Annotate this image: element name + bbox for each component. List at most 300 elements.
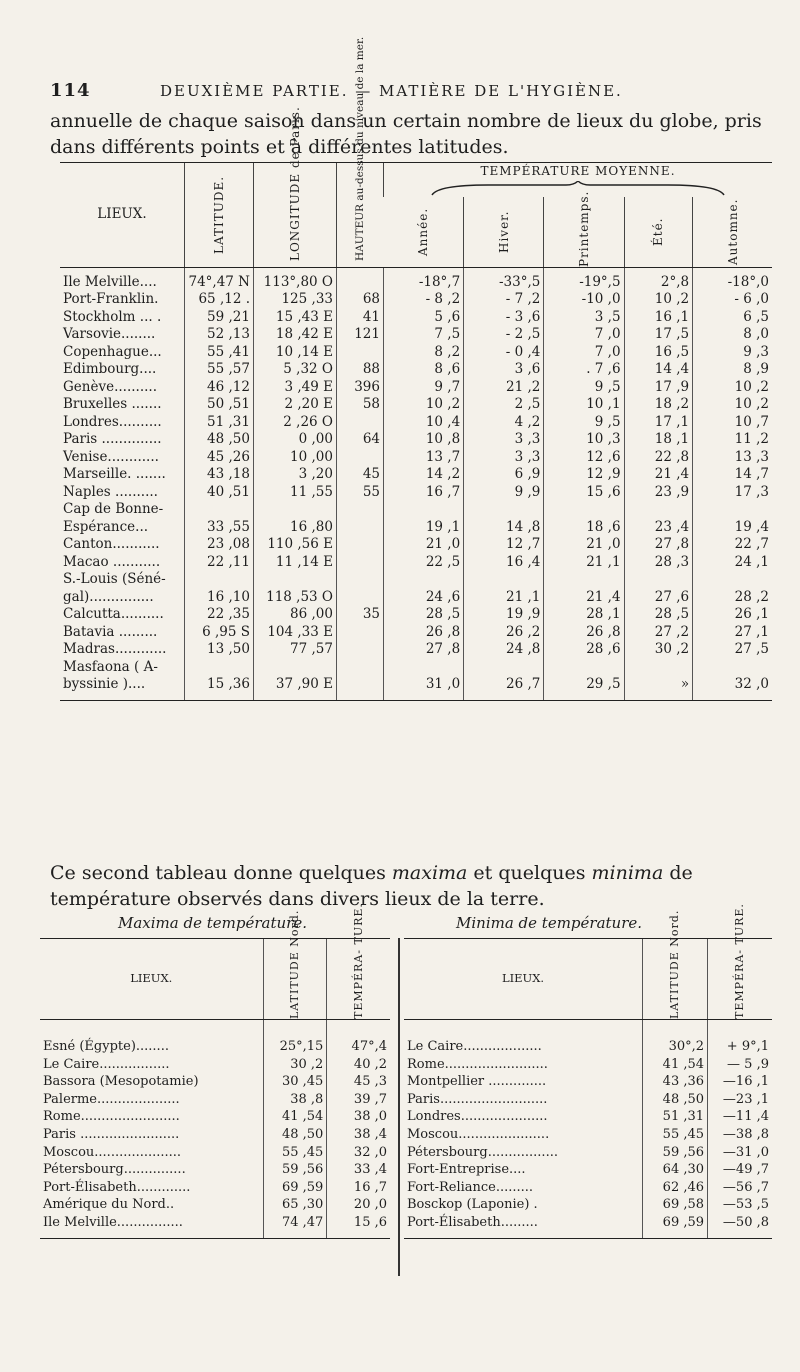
cell-annee <box>384 571 464 589</box>
cell-print: 7 ,0 <box>544 344 624 362</box>
cell-lon: 77 ,57 <box>254 641 337 659</box>
cell-lat: 55 ,45 <box>643 1126 708 1144</box>
cell-lieu: Moscou...................... <box>407 1126 550 1142</box>
table-row <box>40 1073 390 1091</box>
maxima-col-latitude-label: LATITUDE Nord. <box>287 909 301 1019</box>
cell-temp: —23 ,1 <box>708 1091 772 1109</box>
cell-print <box>544 659 624 677</box>
cell-lieu: Le Caire................. <box>43 1056 170 1072</box>
cell-lat: 46 ,12 <box>185 379 254 397</box>
cell-print: 12 ,9 <box>544 466 624 484</box>
second-table-paragraph <box>50 860 780 912</box>
maxima-col-latitude <box>263 909 327 1020</box>
cell-print: 10 ,1 <box>544 396 624 414</box>
cell-lon: 16 ,80 <box>254 519 337 537</box>
para2-text-3: de température observés dans divers lieux de la terre. <box>50 862 693 910</box>
cell-print: 10 ,3 <box>544 431 624 449</box>
cell-lon: 86 ,00 <box>254 606 337 624</box>
cell-lon: 125 ,33 <box>254 291 337 309</box>
col-hauteur <box>337 36 384 268</box>
table-row <box>40 1108 390 1126</box>
cell-lieu: Varsovie........ <box>63 326 156 342</box>
cell-haut <box>337 624 384 642</box>
cell-lon: 10 ,14 E <box>254 344 337 362</box>
table-row <box>60 484 772 502</box>
table-row <box>60 554 772 572</box>
cell-lon: 3 ,49 E <box>254 379 337 397</box>
table-row <box>60 361 772 379</box>
cell-lieu: Batavia ......... <box>63 623 158 640</box>
cell-annee: 10 ,2 <box>384 396 464 414</box>
cell-aut: 11 ,2 <box>693 431 772 449</box>
cell-lon: 0 ,00 <box>254 431 337 449</box>
cell-temp: —56 ,7 <box>708 1179 772 1197</box>
cell-haut: 121 <box>337 326 384 344</box>
cell-aut <box>693 571 772 589</box>
cell-annee: 26 ,8 <box>384 624 464 642</box>
cell-temp: 47°,4 <box>327 1020 390 1056</box>
cell-lieu: Bassora (Mesopotamie) <box>43 1074 199 1090</box>
cell-lat: 59 ,56 <box>643 1144 708 1162</box>
cell-hiver: - 3 ,6 <box>464 309 544 327</box>
cell-annee: 31 ,0 <box>384 676 464 700</box>
cell-print: -10 ,0 <box>544 291 624 309</box>
cell-annee: -18°,7 <box>384 267 464 291</box>
cell-haut: 64 <box>337 431 384 449</box>
cell-haut <box>337 571 384 589</box>
cell-annee: 19 ,1 <box>384 519 464 537</box>
cell-lon: 18 ,42 E <box>254 326 337 344</box>
table-row <box>404 1144 772 1162</box>
cell-lieu: Copenhague... <box>63 343 162 360</box>
col-latitude-label: LATITUDE. <box>212 175 226 254</box>
cell-temp: 32 ,0 <box>327 1144 390 1162</box>
cell-lieu: Esné (Égypte)........ <box>43 1039 169 1054</box>
cell-annee: 8 ,6 <box>384 361 464 379</box>
table-row <box>40 1179 390 1197</box>
cell-lon <box>254 659 337 677</box>
para2-text-2: et quelques <box>467 862 592 884</box>
cell-hiver: 6 ,9 <box>464 466 544 484</box>
page-number: 114 <box>50 80 91 101</box>
cell-temp: 16 ,7 <box>327 1179 390 1197</box>
maxima-caption: Maxima de température. <box>118 914 307 932</box>
cell-lat <box>185 571 254 589</box>
cell-aut: 19 ,4 <box>693 519 772 537</box>
cell-haut <box>337 641 384 659</box>
cell-temp: —31 ,0 <box>708 1144 772 1162</box>
cell-lat: 41 ,54 <box>643 1056 708 1074</box>
cell-annee: 21 ,0 <box>384 536 464 554</box>
cell-aut: 28 ,2 <box>693 589 772 607</box>
cell-lat: 23 ,08 <box>185 536 254 554</box>
cell-lat: 48 ,50 <box>185 431 254 449</box>
cell-aut: 9 ,3 <box>693 344 772 362</box>
cell-haut: 58 <box>337 396 384 414</box>
cell-lon: 10 ,00 <box>254 449 337 467</box>
cell-temp: 45 ,3 <box>327 1073 390 1091</box>
cell-haut <box>337 589 384 607</box>
cell-hiver: 16 ,4 <box>464 554 544 572</box>
cell-ete: 18 ,1 <box>624 431 693 449</box>
table-row <box>40 1196 390 1214</box>
cell-aut: 22 ,7 <box>693 536 772 554</box>
cell-ete <box>624 571 693 589</box>
table-row <box>404 1073 772 1091</box>
col-ete-label: Été. <box>651 217 666 246</box>
cell-hiver: 26 ,2 <box>464 624 544 642</box>
cell-hiver: 4 ,2 <box>464 414 544 432</box>
cell-ete: 10 ,2 <box>624 291 693 309</box>
cell-print: 21 ,4 <box>544 589 624 607</box>
cell-lat: 16 ,10 <box>185 589 254 607</box>
cell-ete: 23 ,4 <box>624 519 693 537</box>
cell-lieu: Bosckop (Laponie) . <box>407 1197 538 1213</box>
cell-hiver: 24 ,8 <box>464 641 544 659</box>
cell-aut: 17 ,3 <box>693 484 772 502</box>
cell-annee: 13 ,7 <box>384 449 464 467</box>
cell-lieu: Genève.......... <box>63 378 157 395</box>
cell-aut <box>693 659 772 677</box>
cell-lieu: Londres..................... <box>407 1109 548 1125</box>
cell-haut: 41 <box>337 309 384 327</box>
cell-lieu: Venise............ <box>63 448 159 465</box>
cell-temp: — 5 ,9 <box>708 1056 772 1074</box>
cell-lieu: Naples .......... <box>63 483 158 500</box>
cell-lat: 41 ,54 <box>263 1108 327 1126</box>
cell-temp: —11 ,4 <box>708 1108 772 1126</box>
cell-ete: 27 ,8 <box>624 536 693 554</box>
cell-ete: 2°,8 <box>624 267 693 291</box>
cell-lon: 104 ,33 E <box>254 624 337 642</box>
cell-lieu: Amérique du Nord.. <box>43 1197 175 1213</box>
cell-annee: - 8 ,2 <box>384 291 464 309</box>
cell-haut: 35 <box>337 606 384 624</box>
cell-haut <box>337 659 384 677</box>
cell-aut: 10 ,2 <box>693 396 772 414</box>
cell-lat: 74°,47 N <box>185 267 254 291</box>
minima-col-lieux <box>404 939 643 1020</box>
cell-lieu: Macao ........... <box>63 553 161 570</box>
table-row <box>60 606 772 624</box>
cell-haut <box>337 554 384 572</box>
table-row <box>60 267 772 291</box>
cell-print <box>544 501 624 519</box>
cell-ete: 23 ,9 <box>624 484 693 502</box>
col-printemps <box>544 190 624 268</box>
cell-lat: 22 ,11 <box>185 554 254 572</box>
table-row <box>60 571 772 589</box>
cell-lieu: Canton........... <box>63 536 160 552</box>
col-hiver-label: Hiver. <box>496 210 511 253</box>
col-automne <box>693 197 772 268</box>
cell-hiver <box>464 501 544 519</box>
table-row <box>60 641 772 659</box>
table-row <box>40 1091 390 1109</box>
table-row <box>404 1108 772 1126</box>
cell-haut <box>337 267 384 291</box>
col-hiver <box>464 197 544 268</box>
cell-lieu: Montpellier .............. <box>407 1074 547 1090</box>
cell-lieu: Stockholm ... . <box>63 308 162 325</box>
cell-annee: 5 ,6 <box>384 309 464 327</box>
cell-aut: 8 ,0 <box>693 326 772 344</box>
cell-hiver: 14 ,8 <box>464 519 544 537</box>
cell-haut: 45 <box>337 466 384 484</box>
cell-lat: 51 ,31 <box>185 414 254 432</box>
cell-annee: 16 ,7 <box>384 484 464 502</box>
cell-haut: 68 <box>337 291 384 309</box>
cell-lat: 6 ,95 S <box>185 624 254 642</box>
table-row <box>60 309 772 327</box>
cell-lat: 13 ,50 <box>185 641 254 659</box>
cell-lat <box>185 501 254 519</box>
maxima-col-lieux-label: LIEUX. <box>130 971 173 986</box>
cell-lat: 55 ,57 <box>185 361 254 379</box>
cell-lat: 59 ,21 <box>185 309 254 327</box>
table-row <box>60 396 772 414</box>
running-title: DEUXIÈME PARTIE. — MATIÈRE DE L'HYGIÈNE. <box>160 82 623 100</box>
cell-lieu: Paris ........................ <box>43 1126 180 1142</box>
cell-haut <box>337 449 384 467</box>
table-row <box>404 1091 772 1109</box>
cell-print: 28 ,6 <box>544 641 624 659</box>
cell-lat <box>185 659 254 677</box>
cell-hiver: 19 ,9 <box>464 606 544 624</box>
cell-lon: 113°,80 O <box>254 267 337 291</box>
cell-ete: 17 ,1 <box>624 414 693 432</box>
table-row <box>404 1214 772 1238</box>
col-longitude-label: LONGITUDE de Paris. <box>288 105 302 261</box>
table-row <box>40 1056 390 1074</box>
table-row <box>60 659 772 677</box>
cell-lat: 69 ,58 <box>643 1196 708 1214</box>
cell-print: 26 ,8 <box>544 624 624 642</box>
cell-annee: 7 ,5 <box>384 326 464 344</box>
cell-aut: 27 ,5 <box>693 641 772 659</box>
cell-lieu: Port-Franklin. <box>63 291 159 307</box>
col-hauteur-label: HAUTEUR au-dessus du niveau de la mer. <box>353 36 366 261</box>
cell-temp: —38 ,8 <box>708 1126 772 1144</box>
cell-lieu: Londres.......... <box>63 413 162 430</box>
cell-hiver: 3 ,6 <box>464 361 544 379</box>
cell-lieu: Rome........................ <box>43 1109 180 1125</box>
cell-temp: 39 ,7 <box>327 1091 390 1109</box>
cell-lon <box>254 571 337 589</box>
cell-print <box>544 571 624 589</box>
cell-lieu: S.-Louis (Séné- <box>63 571 166 587</box>
cell-ete: 16 ,1 <box>624 309 693 327</box>
cell-lon: 110 ,56 E <box>254 536 337 554</box>
maxima-col-temperature <box>327 903 390 1020</box>
cell-lieu: Madras............ <box>63 641 167 657</box>
minima-col-temperature <box>708 903 772 1020</box>
cell-lieu: Le Caire................... <box>407 1039 542 1054</box>
cell-temp: + 9°,1 <box>708 1020 772 1056</box>
cell-aut: 6 ,5 <box>693 309 772 327</box>
cell-print: . 7 ,6 <box>544 361 624 379</box>
table-row <box>404 1056 772 1074</box>
cell-print: 15 ,6 <box>544 484 624 502</box>
cell-haut: 88 <box>337 361 384 379</box>
minima-table-body <box>404 1020 772 1239</box>
table-row <box>60 431 772 449</box>
cell-annee: 10 ,8 <box>384 431 464 449</box>
col-lieux <box>60 163 185 268</box>
col-latitude <box>185 163 254 268</box>
cell-print: 3 ,5 <box>544 309 624 327</box>
cell-lieu: Port-Élisabeth......... <box>404 1214 643 1238</box>
cell-annee: 22 ,5 <box>384 554 464 572</box>
cell-print: 28 ,1 <box>544 606 624 624</box>
cell-hiver: 9 ,9 <box>464 484 544 502</box>
cell-aut: 27 ,1 <box>693 624 772 642</box>
cell-lat: 74 ,47 <box>263 1214 327 1238</box>
table-row <box>60 326 772 344</box>
table-row <box>60 519 772 537</box>
table-row <box>60 624 772 642</box>
col-ete <box>624 197 693 268</box>
cell-haut: 55 <box>337 484 384 502</box>
cell-aut: 32 ,0 <box>693 676 772 700</box>
cell-print: 18 ,6 <box>544 519 624 537</box>
maxima-col-temperature-label: TEMPÉRA- TURE. <box>351 903 365 1019</box>
cell-lieu: Pétersbourg................. <box>407 1144 558 1160</box>
cell-annee: 27 ,8 <box>384 641 464 659</box>
table-row <box>60 291 772 309</box>
cell-print: 7 ,0 <box>544 326 624 344</box>
cell-temp: —50 ,8 <box>708 1214 772 1238</box>
cell-ete <box>624 501 693 519</box>
table-row <box>60 589 772 607</box>
cell-haut <box>337 676 384 700</box>
cell-hiver: 26 ,7 <box>464 676 544 700</box>
table-divider <box>398 938 400 1276</box>
intro-paragraph: annuelle de chaque saison dans un certain nombre de lieux du globe, pris dans différents points et à différentes latitudes. <box>50 110 762 158</box>
cell-ete: » <box>624 676 693 700</box>
cell-haut <box>337 344 384 362</box>
cell-temp: —49 ,7 <box>708 1161 772 1179</box>
cell-lieu: Ile Melville.... <box>63 273 157 290</box>
cell-lieu: Rome......................... <box>407 1056 548 1072</box>
cell-hiver: 3 ,3 <box>464 431 544 449</box>
cell-aut: 26 ,1 <box>693 606 772 624</box>
cell-lat: 22 ,35 <box>185 606 254 624</box>
cell-ete: 17 ,9 <box>624 379 693 397</box>
cell-lat: 59 ,56 <box>263 1161 327 1179</box>
table-row <box>404 1196 772 1214</box>
table-row <box>40 1126 390 1144</box>
cell-lat: 15 ,36 <box>185 676 254 700</box>
cell-lieu: Espérance... <box>63 518 149 535</box>
cell-lon: 118 ,53 O <box>254 589 337 607</box>
cell-lon: 2 ,20 E <box>254 396 337 414</box>
cell-lieu: Fort-Reliance......... <box>407 1179 534 1195</box>
col-automne-label: Automne. <box>725 198 740 265</box>
cell-lieu: Masfaona ( A- <box>63 658 158 675</box>
cell-temp: 20 ,0 <box>327 1196 390 1214</box>
cell-ete: 27 ,2 <box>624 624 693 642</box>
table-row <box>60 536 772 554</box>
cell-annee <box>384 501 464 519</box>
cell-lieu: byssinie ).... <box>60 676 185 700</box>
table-row <box>404 1179 772 1197</box>
cell-lieu: Port-Élisabeth............. <box>43 1179 191 1195</box>
cell-haut <box>337 519 384 537</box>
cell-hiver: - 7 ,2 <box>464 291 544 309</box>
col-lieux-label: LIEUX. <box>97 206 147 222</box>
cell-lat: 65 ,30 <box>263 1196 327 1214</box>
table-row <box>60 676 772 700</box>
table-row <box>404 1161 772 1179</box>
cell-temp: —53 ,5 <box>708 1196 772 1214</box>
table-row <box>60 449 772 467</box>
cell-print: 12 ,6 <box>544 449 624 467</box>
cell-ete: 28 ,3 <box>624 554 693 572</box>
para2-maxima: maxima <box>391 862 468 884</box>
maxima-col-lieux <box>40 939 263 1020</box>
cell-aut: -18°,0 <box>693 267 772 291</box>
cell-hiver: - 2 ,5 <box>464 326 544 344</box>
cell-temp: 15 ,6 <box>327 1214 390 1238</box>
cell-ete: 17 ,5 <box>624 326 693 344</box>
cell-lat: 51 ,31 <box>643 1108 708 1126</box>
cell-lat: 40 ,51 <box>185 484 254 502</box>
cell-lat: 48 ,50 <box>643 1091 708 1109</box>
cell-lat: 30 ,2 <box>263 1056 327 1074</box>
table-row <box>60 501 772 519</box>
temperature-group-label: TEMPÉRATURE MOYENNE. <box>480 164 676 178</box>
cell-lat: 45 ,26 <box>185 449 254 467</box>
cell-temp: 33 ,4 <box>327 1161 390 1179</box>
cell-lieu: Edimbourg.... <box>63 361 157 377</box>
cell-hiver: -33°,5 <box>464 267 544 291</box>
cell-lat: 50 ,51 <box>185 396 254 414</box>
cell-temp: —16 ,1 <box>708 1073 772 1091</box>
cell-lat: 55 ,41 <box>185 344 254 362</box>
table-row <box>40 1161 390 1179</box>
table-row <box>404 1126 772 1144</box>
table-row <box>40 1144 390 1162</box>
cell-aut: 14 ,7 <box>693 466 772 484</box>
table-row <box>60 466 772 484</box>
cell-lat: 43 ,18 <box>185 466 254 484</box>
minima-col-lieux-label: LIEUX. <box>501 971 545 986</box>
cell-aut: 13 ,3 <box>693 449 772 467</box>
cell-lat: 43 ,36 <box>643 1073 708 1091</box>
table-row <box>40 1020 390 1056</box>
cell-lat: 69 ,59 <box>263 1179 327 1197</box>
cell-print: 29 ,5 <box>544 676 624 700</box>
cell-lieu: Moscou..................... <box>43 1144 182 1160</box>
cell-lat: 30 ,45 <box>263 1073 327 1091</box>
cell-lieu: Palerme.................... <box>43 1091 180 1107</box>
cell-ete: 27 ,6 <box>624 589 693 607</box>
cell-hiver: - 0 ,4 <box>464 344 544 362</box>
cell-lat: 64 ,30 <box>643 1161 708 1179</box>
cell-lat: 48 ,50 <box>263 1126 327 1144</box>
cell-lat: 55 ,45 <box>263 1144 327 1162</box>
cell-lon: 11 ,14 E <box>254 554 337 572</box>
cell-print: 21 ,0 <box>544 536 624 554</box>
cell-lieu: Paris .............. <box>63 431 162 447</box>
cell-ete: 21 ,4 <box>624 466 693 484</box>
cell-lieu: Marseille. ....... <box>63 466 166 482</box>
cell-lon <box>254 501 337 519</box>
cell-annee: 24 ,6 <box>384 589 464 607</box>
cell-lieu: Ile Melville................ <box>40 1214 263 1238</box>
cell-lieu: Cap de Bonne- <box>63 501 164 517</box>
